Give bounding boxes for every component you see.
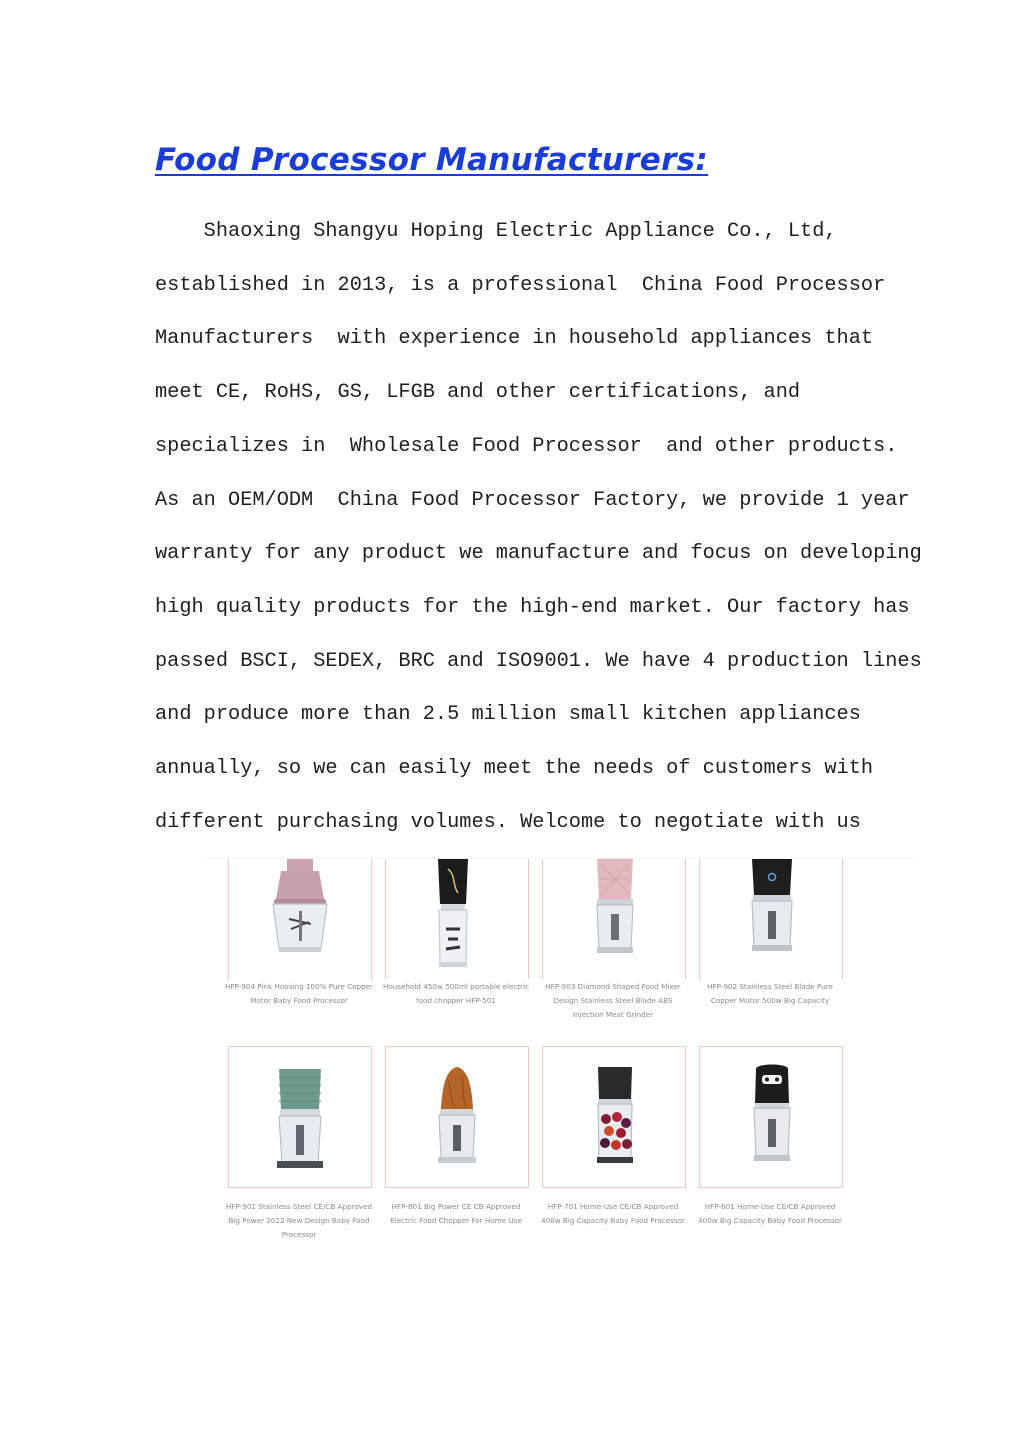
wood-chopper-icon	[386, 1047, 528, 1187]
product-card-hfp-601[interactable]	[699, 1046, 843, 1188]
caption-line: 400w Big Capacity Baby Food Processor	[541, 1216, 685, 1225]
caption-line: Motor Baby Food Processor	[250, 996, 348, 1005]
berry-chopper-icon	[543, 1047, 685, 1187]
paragraph-line: Manufacturers with experience in household appliances that	[155, 327, 874, 351]
product-card-hfp-904[interactable]	[228, 859, 372, 979]
product-caption	[538, 1200, 688, 1228]
caption-line: HFP-904 Pink Housing 100% Pure Copper	[224, 982, 373, 991]
caption-line: HFP-601 Home-Use CE/CB Approved	[704, 1202, 836, 1211]
product-caption	[381, 980, 531, 1008]
product-card-hfp-903[interactable]	[542, 859, 686, 979]
caption-line: food chopper HFP-501	[416, 996, 496, 1005]
paragraph-line: established in 2013, is a professional China Food Processor	[155, 273, 886, 297]
product-caption	[538, 980, 688, 1022]
product-card-hfp-801[interactable]	[385, 1046, 529, 1188]
button-panel-chopper-icon	[700, 1047, 842, 1187]
caption-line: HFP-701 Home-Use CE/CB Approved	[547, 1202, 679, 1211]
paragraph-line: and produce more than 2.5 million small kitchen appliances	[155, 703, 861, 727]
caption-line: Design Stainless Steel Blade ABS	[553, 996, 673, 1005]
product-caption	[381, 1200, 531, 1228]
caption-line: Copper Motor 500w Big Capacity	[710, 996, 830, 1005]
product-caption	[695, 1200, 845, 1228]
product-card-hfp-901[interactable]	[228, 1046, 372, 1188]
product-caption	[695, 980, 845, 1008]
caption-line: Electric Food Chopper For Home Use	[390, 1216, 522, 1225]
black-chopper-icon	[700, 859, 842, 979]
green-chopper-icon	[229, 1047, 371, 1187]
paragraph-line: different purchasing volumes. Welcome to negotiate with us	[155, 810, 861, 834]
caption-line: HFP-901 Stainless Steel CE/CB Approved	[225, 1202, 373, 1211]
paragraph-line: warranty for any product we manufacture and focus on developing	[155, 542, 922, 566]
paragraph-line: As an OEM/ODM China Food Processor Factory, we provide 1 year	[155, 488, 910, 512]
paragraph-line: passed BSCI, SEDEX, BRC and ISO9001. We have 4 production lines	[155, 649, 922, 673]
caption-line: Injection Meat Grinder	[572, 1010, 654, 1019]
diamond-pink-chopper-icon	[543, 859, 685, 979]
caption-line: Big Power 2022 New Design Baby Food	[228, 1216, 370, 1225]
paragraph-line: Shaoxing Shangyu Hoping Electric Appliance Co., Ltd,	[155, 220, 837, 243]
intro-paragraph	[155, 205, 922, 849]
page-heading: Food Processor Manufacturers:	[155, 142, 709, 178]
product-card-hfp-701[interactable]	[542, 1046, 686, 1188]
black-portable-chopper-icon	[386, 859, 528, 979]
caption-line: 400w Big Capacity Baby Food Processor	[698, 1216, 842, 1225]
paragraph-line: high quality products for the high-end market. Our factory has	[155, 595, 910, 619]
paragraph-line: annually, so we can easily meet the needs of customers with	[155, 757, 874, 781]
paragraph-line: specializes in Wholesale Food Processor and other products.	[155, 434, 898, 458]
product-card-hfp-501[interactable]	[385, 859, 529, 979]
pink-chopper-icon	[229, 859, 371, 979]
product-gallery	[203, 858, 917, 1259]
caption-line: Processor	[281, 1230, 317, 1239]
caption-line: Household 450w 500ml portable electric	[382, 982, 530, 991]
caption-line: HFP-903 Diamond Shaped Food Mixer	[545, 982, 681, 991]
product-caption	[224, 1200, 374, 1242]
product-card-hfp-902[interactable]	[699, 859, 843, 979]
product-caption	[224, 980, 374, 1008]
paragraph-line: meet CE, RoHS, GS, LFGB and other certifications, and	[155, 381, 801, 405]
caption-line: HFP-801 Big Power CE CB Approved	[391, 1202, 521, 1211]
caption-line: HFP-902 Stainless Steel Blade Pure	[707, 982, 833, 991]
